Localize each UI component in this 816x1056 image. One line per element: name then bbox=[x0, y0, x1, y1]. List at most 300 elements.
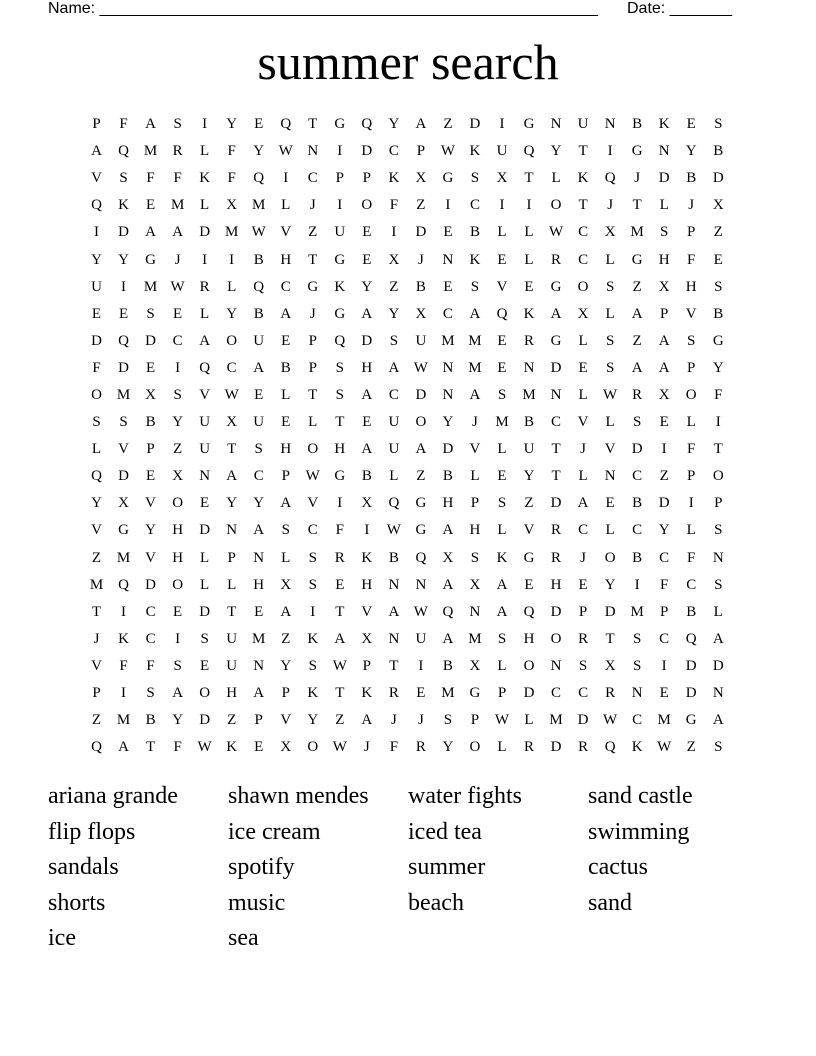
grid-letter: Q bbox=[253, 170, 265, 187]
grid-letter: N bbox=[523, 359, 535, 376]
grid-letter: T bbox=[578, 143, 588, 160]
word-list-item: swimming bbox=[588, 818, 690, 845]
grid-letter: S bbox=[578, 657, 588, 674]
grid-letter: J bbox=[472, 414, 478, 431]
grid-letter: S bbox=[308, 549, 317, 566]
grid-letter: M bbox=[116, 549, 131, 566]
grid-letter: R bbox=[551, 522, 562, 539]
grid-letter: A bbox=[631, 305, 643, 322]
grid-letter: L bbox=[200, 143, 210, 160]
grid-letter: S bbox=[605, 278, 615, 295]
grid-letter: A bbox=[172, 685, 184, 702]
grid-letter: G bbox=[631, 143, 643, 160]
grid-letter: X bbox=[415, 305, 427, 322]
grid-letter: S bbox=[470, 278, 480, 295]
grid-letter: X bbox=[172, 468, 184, 485]
word-list-item: cactus bbox=[588, 854, 648, 881]
grid-letter: C bbox=[551, 685, 562, 702]
grid-letter: P bbox=[146, 441, 155, 458]
grid-letter: B bbox=[361, 468, 372, 485]
grid-row bbox=[83, 463, 733, 490]
grid-letter: Y bbox=[280, 657, 292, 674]
grid-letter: K bbox=[361, 685, 373, 702]
grid-letter: Y bbox=[91, 251, 102, 268]
grid-letter: V bbox=[91, 170, 102, 187]
grid-letter: E bbox=[254, 739, 264, 756]
grid-letter: W bbox=[657, 739, 672, 756]
grid-letter: G bbox=[523, 116, 535, 133]
grid-letter: W bbox=[548, 224, 564, 241]
grid-letter: C bbox=[632, 468, 643, 485]
grid-letter: D bbox=[145, 332, 156, 349]
grid-letter: Q bbox=[91, 197, 102, 214]
grid-letter: Z bbox=[686, 739, 696, 756]
grid-letter: N bbox=[388, 576, 400, 593]
grid-letter: V bbox=[118, 441, 129, 458]
grid-letter: C bbox=[442, 305, 453, 322]
grid-letter: B bbox=[713, 305, 724, 322]
grid-letter: Z bbox=[443, 116, 453, 133]
grid-letter: K bbox=[496, 549, 508, 566]
grid-letter: L bbox=[605, 414, 615, 431]
grid-letter: I bbox=[526, 197, 532, 214]
grid-letter: C bbox=[578, 685, 589, 702]
grid-letter: V bbox=[577, 414, 589, 431]
grid-letter: S bbox=[632, 657, 642, 674]
grid-letter: T bbox=[605, 630, 615, 647]
grid-letter: U bbox=[577, 116, 589, 133]
grid-letter: B bbox=[632, 495, 643, 512]
grid-letter: D bbox=[118, 468, 129, 485]
grid-letter: N bbox=[631, 685, 643, 702]
grid-letter: O bbox=[307, 441, 319, 458]
grid-letter: H bbox=[685, 278, 697, 295]
grid-letter: A bbox=[280, 305, 292, 322]
grid-letter: W bbox=[170, 278, 185, 295]
grid-letter: X bbox=[496, 170, 508, 187]
grid-letter: G bbox=[523, 549, 535, 566]
grid-letter: D bbox=[199, 522, 211, 539]
grid-letter: N bbox=[442, 386, 454, 403]
grid-letter: L bbox=[227, 576, 237, 593]
grid-letter: T bbox=[551, 441, 561, 458]
grid-letter: E bbox=[524, 278, 534, 295]
grid-letter: Z bbox=[632, 332, 642, 349]
grid-letter: U bbox=[199, 441, 211, 458]
grid-letter: C bbox=[307, 522, 318, 539]
grid-letter: B bbox=[253, 305, 264, 322]
grid-letter: L bbox=[497, 739, 507, 756]
grid-letter: S bbox=[632, 630, 642, 647]
grid-letter: T bbox=[91, 603, 102, 620]
grid-letter: R bbox=[632, 386, 643, 403]
grid-letter: U bbox=[226, 657, 238, 674]
word-list-item: ice bbox=[48, 925, 76, 952]
grid-letter: L bbox=[281, 197, 291, 214]
grid-letter: H bbox=[172, 549, 184, 566]
grid-letter: S bbox=[389, 332, 399, 349]
grid-letter: J bbox=[417, 251, 424, 268]
grid-letter: I bbox=[499, 197, 505, 214]
grid-letter: Q bbox=[334, 332, 346, 349]
grid-letter: I bbox=[310, 603, 316, 620]
grid-letter: X bbox=[280, 576, 292, 593]
grid-letter: B bbox=[632, 549, 643, 566]
grid-letter: A bbox=[226, 468, 238, 485]
grid-letter: Q bbox=[118, 143, 129, 160]
grid-letter: X bbox=[469, 576, 481, 593]
grid-letter: O bbox=[604, 549, 616, 566]
grid-letter: S bbox=[173, 116, 182, 133]
grid-letter: P bbox=[497, 685, 507, 702]
grid-letter: S bbox=[200, 630, 209, 647]
grid-letter: H bbox=[280, 441, 292, 458]
grid-letter: A bbox=[496, 603, 508, 620]
grid-letter: P bbox=[578, 603, 588, 620]
grid-letter: F bbox=[173, 739, 182, 756]
grid-letter: G bbox=[712, 332, 724, 349]
grid-letter: O bbox=[199, 685, 211, 702]
grid-letter: N bbox=[199, 468, 211, 485]
grid-letter: F bbox=[714, 386, 723, 403]
grid-letter: D bbox=[361, 143, 373, 160]
grid-letter: B bbox=[253, 251, 264, 268]
grid-letter: F bbox=[660, 576, 669, 593]
grid-letter: Y bbox=[307, 712, 319, 729]
grid-letter: F bbox=[227, 170, 236, 187]
grid-letter: L bbox=[605, 251, 615, 268]
grid-row bbox=[83, 246, 733, 273]
grid-letter: H bbox=[523, 630, 535, 647]
grid-letter: X bbox=[118, 495, 129, 512]
grid-letter: L bbox=[470, 468, 480, 485]
grid-letter: P bbox=[362, 657, 371, 674]
grid-letter: G bbox=[334, 305, 346, 322]
grid-letter: M bbox=[89, 576, 104, 593]
grid-letter: D bbox=[118, 224, 129, 241]
grid-row bbox=[83, 138, 733, 165]
grid-letter: F bbox=[227, 143, 236, 160]
grid-letter: V bbox=[604, 441, 616, 458]
grid-letter: I bbox=[661, 441, 667, 458]
grid-letter: O bbox=[172, 576, 184, 593]
grid-letter: M bbox=[252, 630, 266, 647]
grid-letter: Q bbox=[253, 278, 265, 295]
grid-letter: D bbox=[550, 495, 562, 512]
grid-letter: E bbox=[713, 251, 723, 268]
grid-letter: K bbox=[118, 197, 129, 214]
grid-letter: U bbox=[415, 332, 427, 349]
grid-letter: P bbox=[254, 712, 263, 729]
grid-letter: L bbox=[200, 576, 210, 593]
grid-letter: S bbox=[335, 386, 344, 403]
grid-letter: M bbox=[441, 332, 455, 349]
grid-letter: Q bbox=[685, 630, 697, 647]
grid-letter: R bbox=[334, 549, 345, 566]
grid-letter: Q bbox=[496, 305, 508, 322]
grid-letter: X bbox=[388, 251, 400, 268]
grid-letter: A bbox=[253, 359, 265, 376]
grid-letter: Q bbox=[361, 116, 373, 133]
grid-letter: P bbox=[714, 495, 723, 512]
grid-letter: E bbox=[443, 278, 453, 295]
grid-letter: M bbox=[468, 332, 482, 349]
grid-letter: V bbox=[523, 522, 535, 539]
grid-letter: D bbox=[658, 170, 670, 187]
grid-letter: A bbox=[199, 332, 211, 349]
grid-letter: A bbox=[334, 630, 346, 647]
grid-letter: L bbox=[389, 468, 399, 485]
grid-letter: E bbox=[173, 603, 183, 620]
grid-letter: E bbox=[281, 332, 291, 349]
grid-letter: J bbox=[363, 739, 370, 756]
word-list-item: sandals bbox=[48, 854, 119, 881]
word-list-item: ariana grande bbox=[48, 783, 178, 809]
grid-letter: J bbox=[93, 630, 100, 647]
grid-letter: B bbox=[686, 170, 697, 187]
grid-letter: N bbox=[604, 116, 616, 133]
grid-row bbox=[83, 355, 733, 382]
grid-letter: L bbox=[91, 441, 102, 458]
grid-letter: P bbox=[92, 685, 101, 702]
grid-letter: S bbox=[173, 386, 182, 403]
grid-letter: D bbox=[604, 603, 616, 620]
grid-row bbox=[83, 545, 733, 572]
grid-letter: C bbox=[659, 630, 670, 647]
grid-letter: V bbox=[469, 441, 481, 458]
grid-letter: D bbox=[550, 359, 562, 376]
grid-letter: O bbox=[469, 739, 481, 756]
grid-letter: A bbox=[469, 386, 481, 403]
grid-letter: A bbox=[91, 143, 102, 160]
word-list-item: music bbox=[228, 889, 286, 916]
grid-letter: N bbox=[469, 603, 481, 620]
word-list bbox=[48, 778, 768, 958]
grid-letter: W bbox=[197, 739, 212, 756]
grid-letter: Y bbox=[550, 143, 562, 160]
grid-letter: Q bbox=[604, 739, 616, 756]
grid-letter: G bbox=[415, 495, 427, 512]
grid-letter: B bbox=[524, 414, 535, 431]
grid-letter: E bbox=[686, 116, 696, 133]
grid-letter: K bbox=[523, 305, 535, 322]
grid-letter: Q bbox=[415, 549, 427, 566]
grid-letter: S bbox=[308, 576, 317, 593]
grid-letter: O bbox=[523, 657, 535, 674]
grid-letter: C bbox=[172, 332, 183, 349]
grid-letter: U bbox=[415, 630, 427, 647]
grid-letter: J bbox=[390, 712, 397, 729]
grid-letter: D bbox=[523, 685, 535, 702]
grid-letter: Z bbox=[308, 224, 318, 241]
grid-row bbox=[83, 707, 733, 734]
grid-letter: I bbox=[634, 576, 640, 593]
grid-letter: O bbox=[226, 332, 238, 349]
grid-letter: D bbox=[685, 685, 697, 702]
grid-letter: D bbox=[199, 603, 211, 620]
grid-row bbox=[83, 734, 733, 761]
grid-letter: G bbox=[334, 251, 346, 268]
grid-letter: P bbox=[281, 685, 290, 702]
grid-letter: Z bbox=[389, 278, 399, 295]
grid-letter: G bbox=[334, 116, 346, 133]
grid-letter: A bbox=[361, 712, 373, 729]
grid-letter: O bbox=[91, 386, 102, 403]
grid-letter: D bbox=[199, 224, 211, 241]
grid-letter: A bbox=[658, 359, 670, 376]
grid-letter: L bbox=[227, 278, 237, 295]
grid-letter: Q bbox=[523, 603, 535, 620]
grid-letter: D bbox=[658, 495, 670, 512]
grid-letter: K bbox=[361, 549, 373, 566]
grid-letter: Z bbox=[416, 468, 426, 485]
grid-letter: I bbox=[418, 657, 424, 674]
grid-row bbox=[83, 626, 733, 653]
grid-letter: X bbox=[361, 630, 373, 647]
grid-letter: L bbox=[200, 549, 210, 566]
grid-letter: A bbox=[361, 386, 373, 403]
grid-letter: L bbox=[551, 170, 561, 187]
grid-letter: W bbox=[251, 224, 266, 241]
grid-letter: S bbox=[660, 224, 669, 241]
grid-letter: L bbox=[524, 224, 534, 241]
grid-letter: M bbox=[143, 143, 158, 160]
grid-row bbox=[83, 219, 733, 246]
word-list-item: shawn mendes bbox=[228, 783, 369, 809]
grid-letter: U bbox=[496, 143, 508, 160]
grid-letter: G bbox=[334, 468, 346, 485]
word-search-grid bbox=[83, 111, 733, 761]
grid-letter: C bbox=[686, 576, 697, 593]
grid-letter: L bbox=[605, 305, 615, 322]
grid-letter: N bbox=[388, 630, 400, 647]
grid-letter: N bbox=[550, 116, 562, 133]
grid-row bbox=[83, 328, 733, 355]
grid-letter: E bbox=[443, 224, 453, 241]
grid-letter: T bbox=[632, 197, 642, 214]
grid-letter: A bbox=[415, 116, 427, 133]
grid-letter: Z bbox=[524, 495, 534, 512]
grid-letter: G bbox=[145, 251, 156, 268]
grid-letter: Z bbox=[91, 712, 102, 729]
grid-letter: T bbox=[227, 603, 237, 620]
grid-letter: S bbox=[497, 386, 507, 403]
word-list-item: sea bbox=[228, 925, 259, 952]
grid-letter: H bbox=[334, 441, 346, 458]
grid-letter: S bbox=[470, 170, 480, 187]
grid-letter: I bbox=[121, 278, 127, 295]
grid-letter: S bbox=[119, 170, 128, 187]
grid-letter: K bbox=[388, 170, 400, 187]
grid-letter: I bbox=[202, 251, 208, 268]
grid-letter: A bbox=[631, 359, 643, 376]
grid-letter: V bbox=[91, 657, 102, 674]
grid-row bbox=[83, 192, 733, 219]
grid-letter: E bbox=[362, 414, 372, 431]
grid-letter: S bbox=[605, 359, 615, 376]
grid-letter: U bbox=[253, 332, 265, 349]
grid-letter: R bbox=[551, 549, 562, 566]
grid-letter: S bbox=[173, 657, 182, 674]
grid-letter: E bbox=[281, 414, 291, 431]
grid-row bbox=[83, 165, 733, 192]
grid-letter: X bbox=[577, 305, 589, 322]
grid-letter: J bbox=[634, 170, 641, 187]
grid-letter: A bbox=[253, 685, 265, 702]
grid-letter: B bbox=[469, 224, 480, 241]
grid-letter: L bbox=[578, 332, 588, 349]
grid-letter: G bbox=[469, 685, 481, 702]
grid-letter: U bbox=[334, 224, 346, 241]
grid-letter: P bbox=[470, 495, 480, 512]
grid-letter: D bbox=[685, 657, 697, 674]
grid-letter: O bbox=[172, 495, 184, 512]
grid-letter: E bbox=[91, 305, 102, 322]
grid-letter: C bbox=[469, 197, 480, 214]
grid-letter: P bbox=[308, 332, 317, 349]
grid-letter: C bbox=[145, 603, 156, 620]
grid-letter: J bbox=[309, 305, 316, 322]
grid-letter: Y bbox=[712, 359, 724, 376]
word-list-item: iced tea bbox=[408, 818, 482, 845]
grid-letter: E bbox=[200, 495, 210, 512]
grid-letter: U bbox=[388, 441, 400, 458]
grid-letter: I bbox=[391, 224, 397, 241]
grid-letter: V bbox=[496, 278, 508, 295]
grid-letter: D bbox=[550, 603, 562, 620]
grid-letter: U bbox=[226, 630, 238, 647]
grid-letter: G bbox=[307, 278, 319, 295]
grid-letter: L bbox=[686, 522, 696, 539]
grid-letter: G bbox=[415, 522, 427, 539]
grid-letter: I bbox=[175, 630, 181, 647]
grid-letter: W bbox=[494, 712, 510, 729]
grid-letter: F bbox=[687, 549, 696, 566]
grid-letter: H bbox=[442, 495, 454, 512]
grid-letter: N bbox=[442, 359, 454, 376]
grid-letter: M bbox=[657, 712, 671, 729]
grid-letter: M bbox=[143, 278, 158, 295]
grid-letter: F bbox=[146, 170, 155, 187]
grid-letter: Z bbox=[281, 630, 291, 647]
grid-letter: Z bbox=[659, 468, 669, 485]
grid-row bbox=[83, 111, 733, 138]
grid-letter: D bbox=[199, 712, 211, 729]
grid-letter: A bbox=[145, 224, 156, 241]
grid-letter: U bbox=[91, 278, 102, 295]
grid-letter: H bbox=[658, 251, 670, 268]
grid-letter: A bbox=[145, 116, 156, 133]
grid-letter: N bbox=[550, 657, 562, 674]
grid-letter: I bbox=[337, 495, 343, 512]
grid-letter: E bbox=[362, 251, 372, 268]
grid-letter: J bbox=[417, 712, 424, 729]
grid-letter: S bbox=[632, 414, 642, 431]
grid-letter: K bbox=[334, 278, 346, 295]
grid-letter: A bbox=[469, 305, 481, 322]
grid-letter: T bbox=[335, 603, 345, 620]
grid-letter: H bbox=[550, 576, 562, 593]
grid-letter: S bbox=[497, 495, 507, 512]
grid-letter: Q bbox=[91, 468, 102, 485]
grid-letter: H bbox=[172, 522, 184, 539]
grid-letter: Q bbox=[388, 495, 400, 512]
grid-letter: K bbox=[118, 630, 129, 647]
grid-letter: J bbox=[688, 197, 695, 214]
grid-letter: F bbox=[173, 170, 182, 187]
word-list-item: water fights bbox=[408, 783, 522, 809]
word-list-item: spotify bbox=[228, 854, 295, 881]
